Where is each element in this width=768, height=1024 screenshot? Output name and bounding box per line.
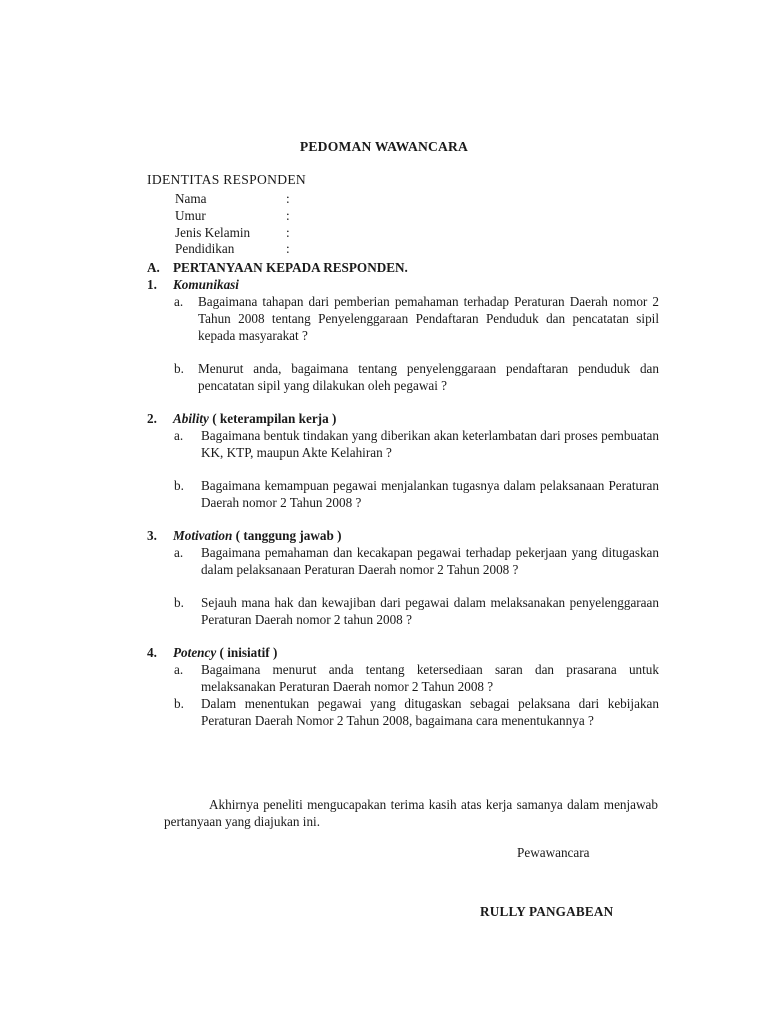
field-label-nama: Nama — [175, 191, 207, 206]
field-label-umur: Umur — [175, 208, 206, 223]
category-heading-ability — [173, 410, 336, 427]
category-number: 3. — [147, 528, 157, 543]
respondent-heading: IDENTITAS RESPONDEN — [147, 172, 307, 187]
question-text: Dalam menentukan pegawai yang ditugaskan sebagai pelaksana dari kebijakan Peraturan Daerah Nomor 2 Tahun 2008, bagaimana cara menentukannya ? — [201, 696, 659, 728]
field-colon: : — [286, 225, 290, 240]
section-a-letter: A. — [147, 260, 160, 275]
field-colon: : — [286, 241, 290, 256]
category-detail: ( tanggung jawab ) — [232, 528, 342, 543]
field-colon: : — [286, 208, 290, 223]
question-text: Bagaimana kemampuan pegawai menjalankan tugasnya dalam pelaksanaan Peraturan Daerah nomor 2 Tahun 2008 ? — [201, 478, 659, 510]
question-text: Bagaimana bentuk tindakan yang diberikan akan keterlambatan dari proses pembuatan KK, KTP, maupun Akte Kelahiran ? — [201, 428, 659, 460]
section-a-title: PERTANYAAN KEPADA RESPONDEN. — [173, 260, 408, 275]
category-heading-potency — [173, 644, 277, 661]
question-letter: b. — [174, 361, 184, 376]
question-text: Bagaimana pemahaman dan kecakapan pegawai terhadap pekerjaan yang ditugaskan dalam pelaksanaan Peraturan Daerah nomor 2 Tahun 2008 ? — [201, 545, 659, 577]
question-letter: a. — [174, 545, 184, 560]
category-name: Motivation — [173, 528, 233, 543]
category-number: 1. — [147, 277, 157, 292]
category-number: 2. — [147, 411, 157, 426]
closing-paragraph: Akhirnya peneliti mengucapakan terima kasih atas kerja samanya dalam menjawab pertanyaan yang diajukan ini. — [164, 797, 658, 829]
question-text: Bagaimana tahapan dari pemberian pemahaman terhadap Peraturan Daerah nomor 2 Tahun 2008 tentang Penyelenggaraan Pendaftaran Penduduk dan pencatatan sipil kepada masyarakat ? — [198, 294, 659, 343]
question-letter: a. — [174, 294, 184, 309]
category-name: Ability — [173, 411, 209, 426]
interviewer-label: Pewawancara — [517, 845, 590, 860]
question-text: Sejauh mana hak dan kewajiban dari pegawai dalam melaksanakan penyelenggaraan Peraturan Daerah nomor 2 tahun 2008 ? — [201, 595, 659, 627]
category-number: 4. — [147, 645, 157, 660]
question-letter: a. — [174, 662, 184, 677]
question-text: Bagaimana menurut anda tentang ketersediaan saran dan prasarana untuk melaksanakan Peraturan Daerah nomor 2 Tahun 2008 ? — [201, 662, 659, 694]
category-heading-motivation — [173, 527, 342, 544]
field-label-jenis-kelamin: Jenis Kelamin — [175, 225, 251, 240]
question-letter: b. — [174, 478, 184, 493]
interviewer-name: RULLY PANGABEAN — [480, 904, 614, 919]
question-letter: b. — [174, 595, 184, 610]
field-label-pendidikan: Pendidikan — [175, 241, 235, 256]
category-name: Potency — [173, 645, 217, 660]
category-detail: ( inisiatif ) — [216, 645, 278, 660]
category-detail: ( keterampilan kerja ) — [208, 411, 337, 426]
question-letter: a. — [174, 428, 184, 443]
question-letter: b. — [174, 696, 184, 711]
question-text: Menurut anda, bagaimana tentang penyelenggaraan pendaftaran penduduk dan pencatatan sipil yang dilakukan oleh pegawai ? — [198, 361, 659, 393]
category-name: Komunikasi — [173, 277, 239, 292]
category-heading-komunikasi — [173, 276, 239, 293]
field-colon: : — [286, 191, 290, 206]
document-title: PEDOMAN WAWANCARA — [299, 139, 469, 154]
